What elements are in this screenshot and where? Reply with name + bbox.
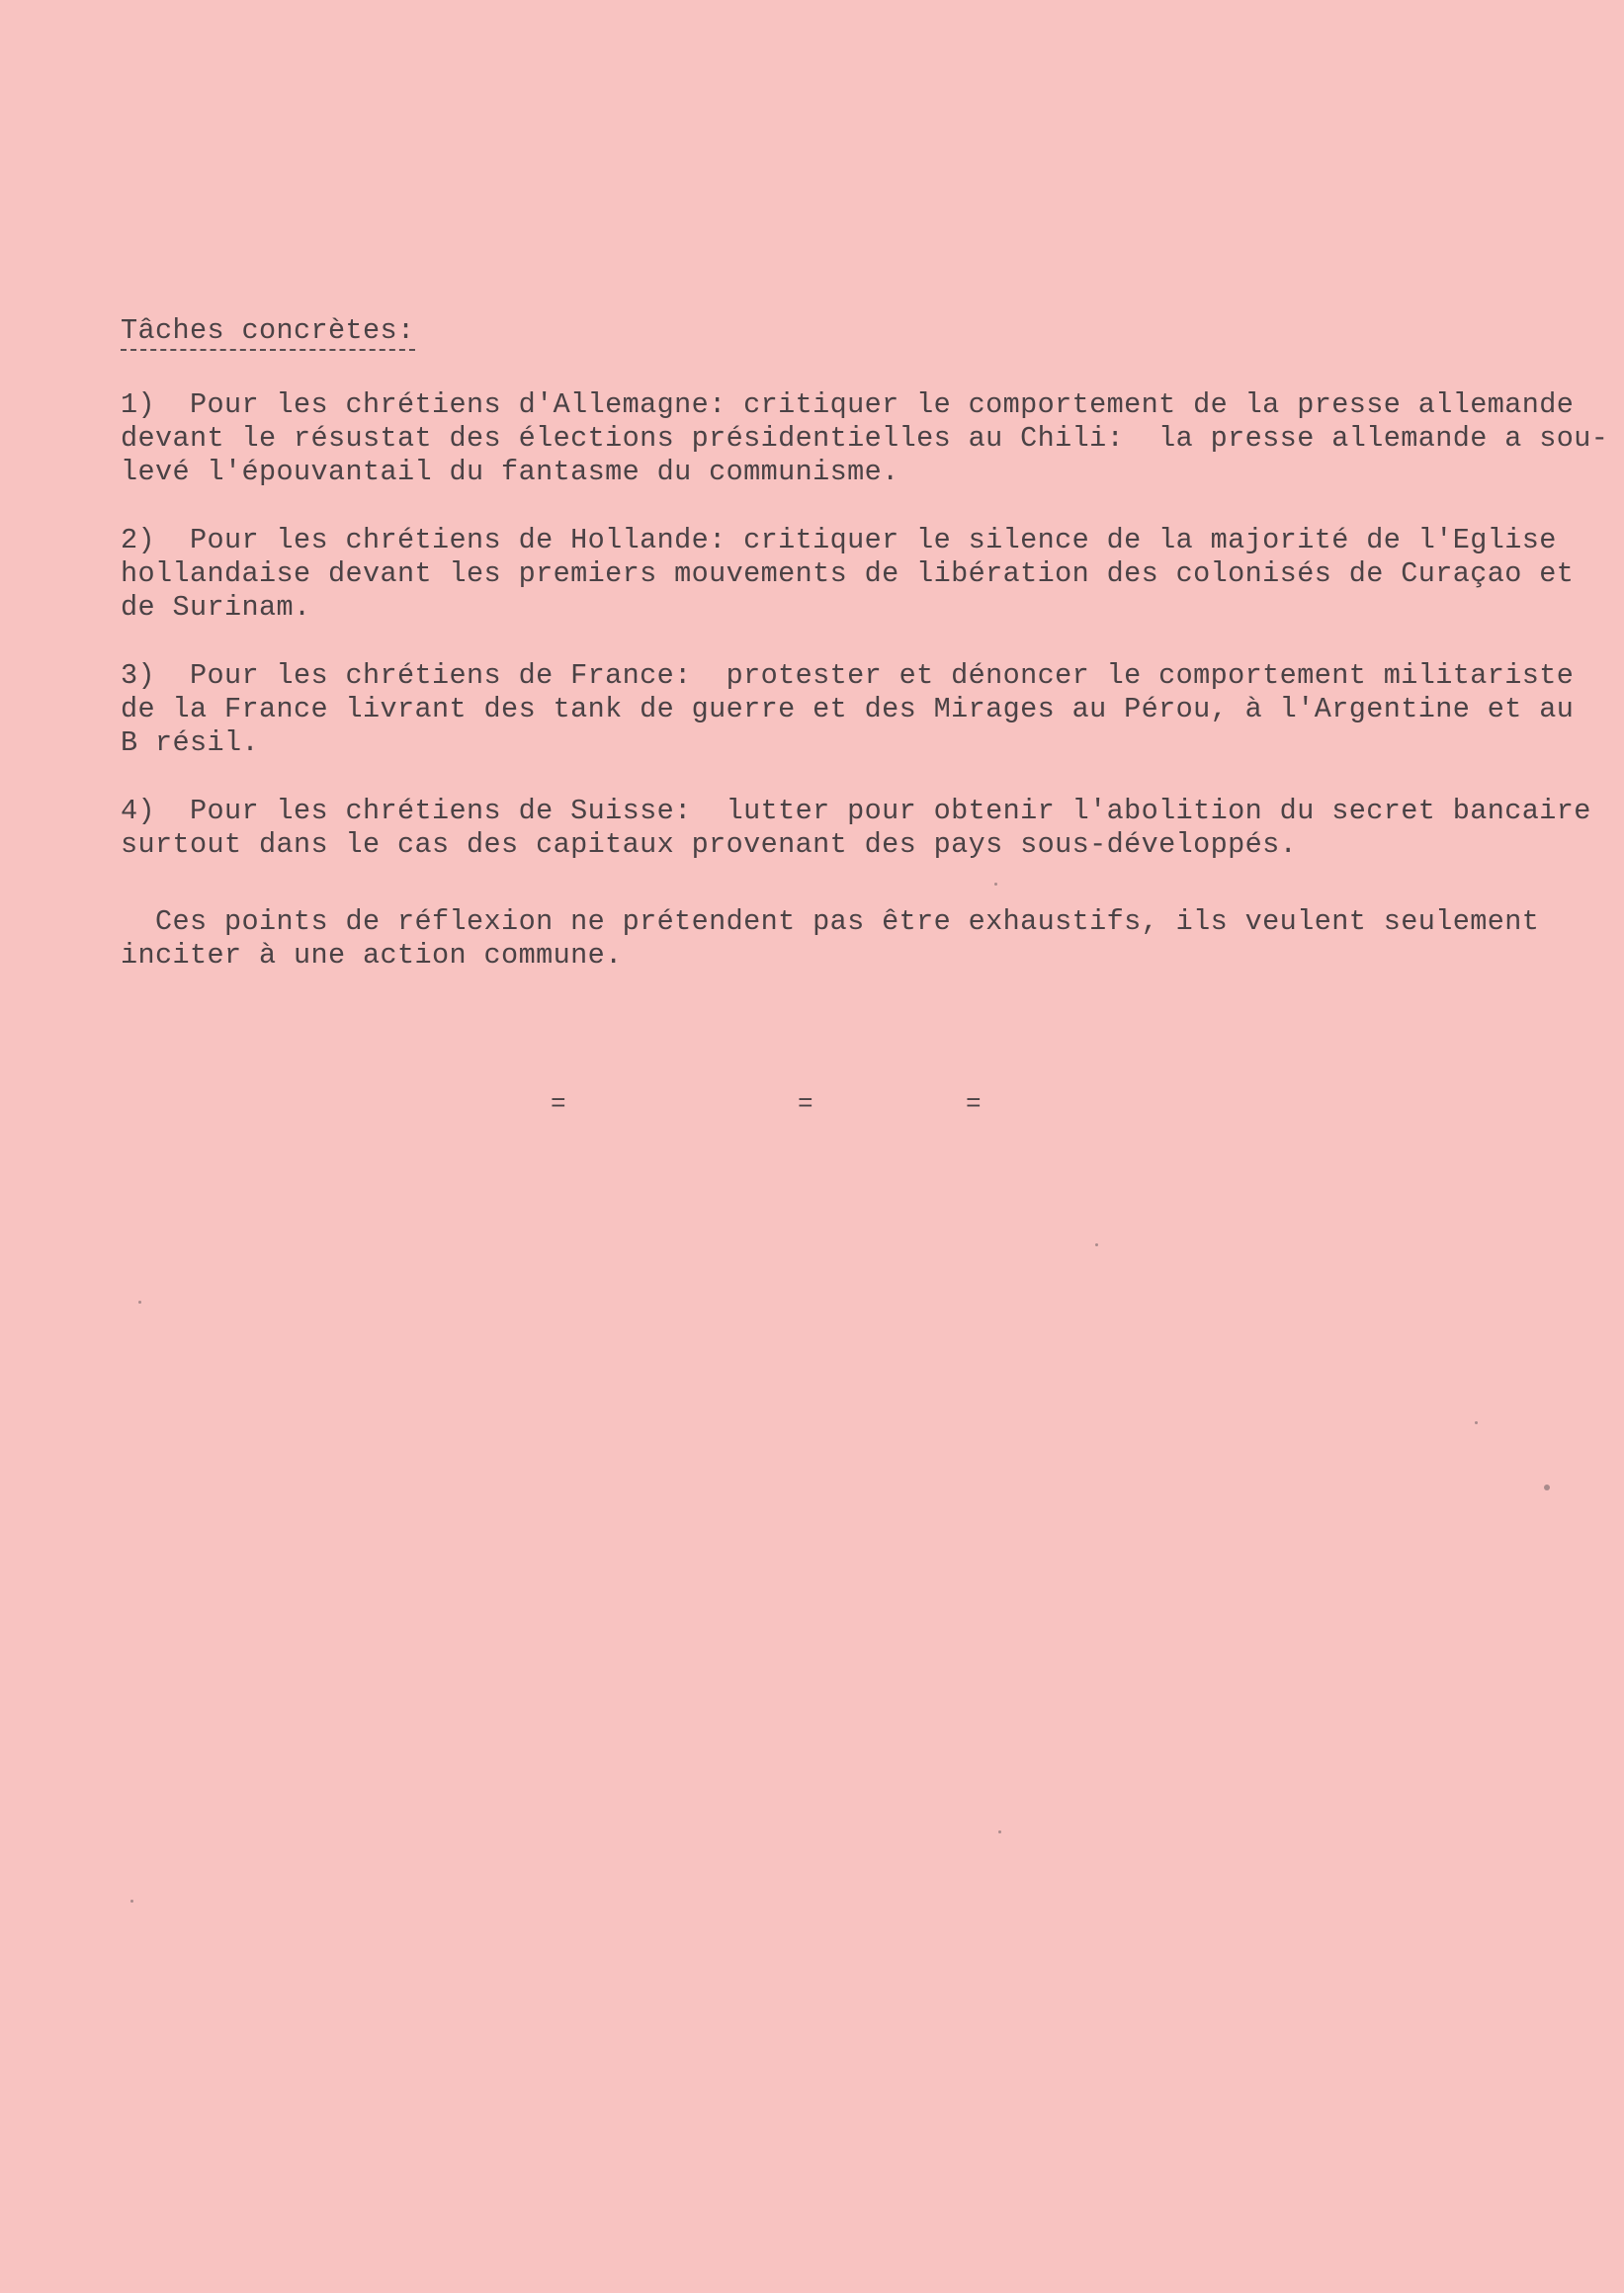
paper-speck: [1095, 1243, 1098, 1246]
list-item-2: [121, 524, 1575, 625]
document-body: [121, 314, 1609, 973]
closing-line: Ces points de réflexion ne prétendent pas être exhaustifs, ils veulent seulement: [121, 905, 1540, 938]
paper-speck: [130, 1900, 133, 1903]
list-item-line: 3) Pour les chrétiens de France: protester et dénoncer le comportement militariste: [121, 659, 1575, 692]
section-heading: Tâches concrètes:: [121, 314, 415, 351]
list-item-3: [121, 659, 1575, 760]
list-item-4: [121, 795, 1591, 862]
paper-speck: [138, 1301, 141, 1304]
list-item-1: [121, 388, 1609, 489]
list-item-line: 2) Pour les chrétiens de Hollande: critiquer le silence de la majorité de l'Eglise: [121, 524, 1557, 556]
separator-mark: =: [798, 1089, 813, 1119]
paper-speck: [994, 883, 997, 886]
separator-mark: =: [551, 1089, 566, 1119]
list-item-line: 1) Pour les chrétiens d'Allemagne: critiquer le comportement de la presse allemande: [121, 388, 1575, 421]
list-item-line: levé l'épouvantail du fantasme du communisme.: [121, 456, 899, 488]
list-item-line: hollandaise devant les premiers mouvements de libération des colonisés de Curaçao et: [121, 557, 1575, 590]
list-item-line: surtout dans le cas des capitaux provenant des pays sous-développés.: [121, 828, 1298, 861]
list-item-line: B résil.: [121, 726, 260, 759]
paper-speck: [1544, 1485, 1550, 1490]
paper-speck: [1475, 1421, 1478, 1424]
paper-speck: [998, 1830, 1001, 1833]
list-item-line: de Surinam.: [121, 591, 311, 624]
list-item-line: devant le résustat des élections présidentielles au Chili: la presse allemande a sou-: [121, 422, 1609, 455]
closing-paragraph: [121, 905, 1540, 973]
list-item-line: 4) Pour les chrétiens de Suisse: lutter pour obtenir l'abolition du secret bancaire: [121, 795, 1591, 827]
list-item-line: de la France livrant des tank de guerre et des Mirages au Pérou, à l'Argentine et au: [121, 693, 1575, 725]
closing-line: inciter à une action commune.: [121, 939, 623, 972]
separator-mark: =: [966, 1089, 982, 1119]
